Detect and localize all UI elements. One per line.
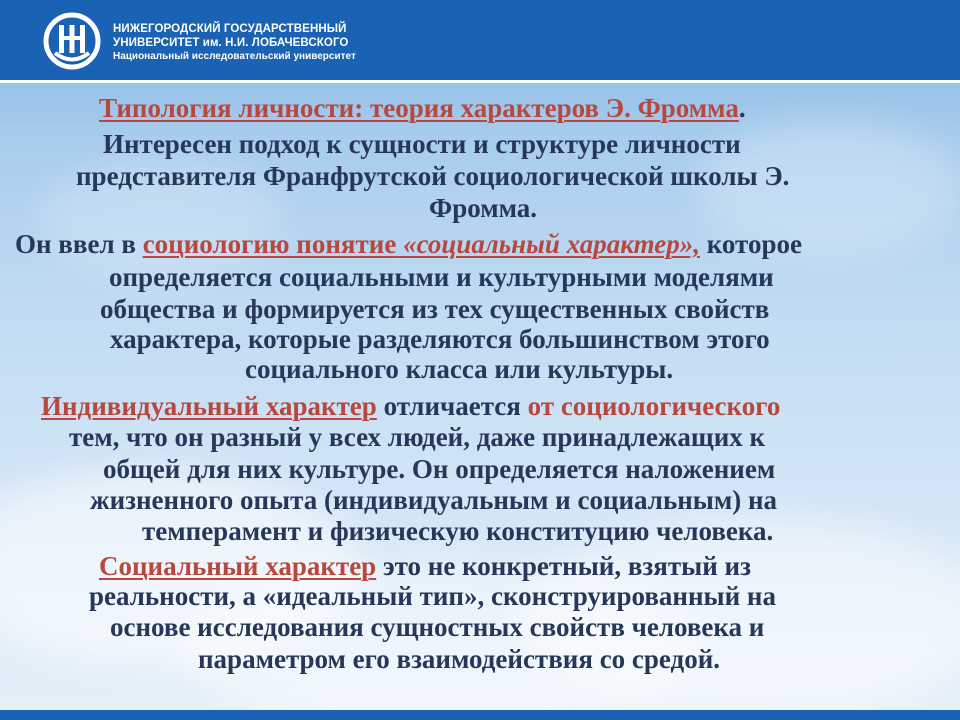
paragraph-2-line-5: социального класса или культуры.: [245, 354, 674, 384]
paragraph-3-line-1: [41, 390, 780, 422]
term-sociology-concept: социологию понятие: [142, 229, 397, 259]
paragraph-4-tail: это не конкретный, взятый из: [376, 551, 751, 581]
paragraph-4-line-3: основе исследования сущностных свойств человека и: [110, 612, 765, 642]
term-individual-character: Индивидуальный характер: [41, 391, 377, 421]
paragraph-1-line-3: Фромма.: [429, 193, 538, 223]
slide-title-period: .: [738, 93, 746, 123]
university-line-2: УНИВЕРСИТЕТ им. Н.И. ЛОБАЧЕВСКОГО: [113, 37, 349, 49]
paragraph-3-line-3: общей для них культуре. Он определяется наложением: [103, 454, 776, 484]
term-social-character: «социальный характер»,: [403, 229, 700, 259]
paragraph-2-line-1: [15, 228, 802, 260]
bottom-bar: [0, 710, 960, 720]
paragraph-3-mid: отличается: [376, 391, 528, 421]
paragraph-4-line-4: параметром его взаимодействия со средой.: [198, 644, 721, 674]
university-line-3: Национальный исследовательский университет: [113, 51, 356, 62]
paragraph-1-line-2: представителя Франфрутской социологической школы Э.: [76, 161, 790, 191]
paragraph-2-tail: которое: [699, 229, 802, 259]
paragraph-3-line-2: тем, что он разный у всех людей, даже принадлежащих к: [69, 422, 766, 452]
paragraph-4-line-1: [99, 550, 751, 582]
term-social-character-2: Социальный характер: [99, 551, 377, 581]
paragraph-3-red-text: от социологического: [527, 391, 781, 421]
paragraph-3-line-4: жизненного опыта (индивидуальным и социальным) на: [90, 485, 778, 515]
university-line-1: НИЖЕГОРОДСКИЙ ГОСУДАРСТВЕННЫЙ: [113, 23, 347, 35]
paragraph-2-line-3: общества и формируется из тех существенных свойств: [100, 294, 770, 324]
paragraph-4-line-2: реальности, а «идеальный тип», сконструированный на: [89, 581, 776, 611]
paragraph-2-line-2: определяется социальными и культурными моделями: [109, 262, 774, 292]
slide-title: [99, 92, 746, 124]
paragraph-1-line-1: Интересен подход к сущности и структуре личности: [103, 129, 741, 159]
paragraph-3-line-5: темперамент и физическую конституцию человека.: [142, 516, 774, 546]
slide-title-text: Типология личности: теория характеров Э. Фромма: [99, 93, 739, 123]
paragraph-2-lead: Он ввел в: [15, 229, 143, 259]
paragraph-2-line-4: характера, которые разделяются большинством этого: [110, 324, 770, 354]
